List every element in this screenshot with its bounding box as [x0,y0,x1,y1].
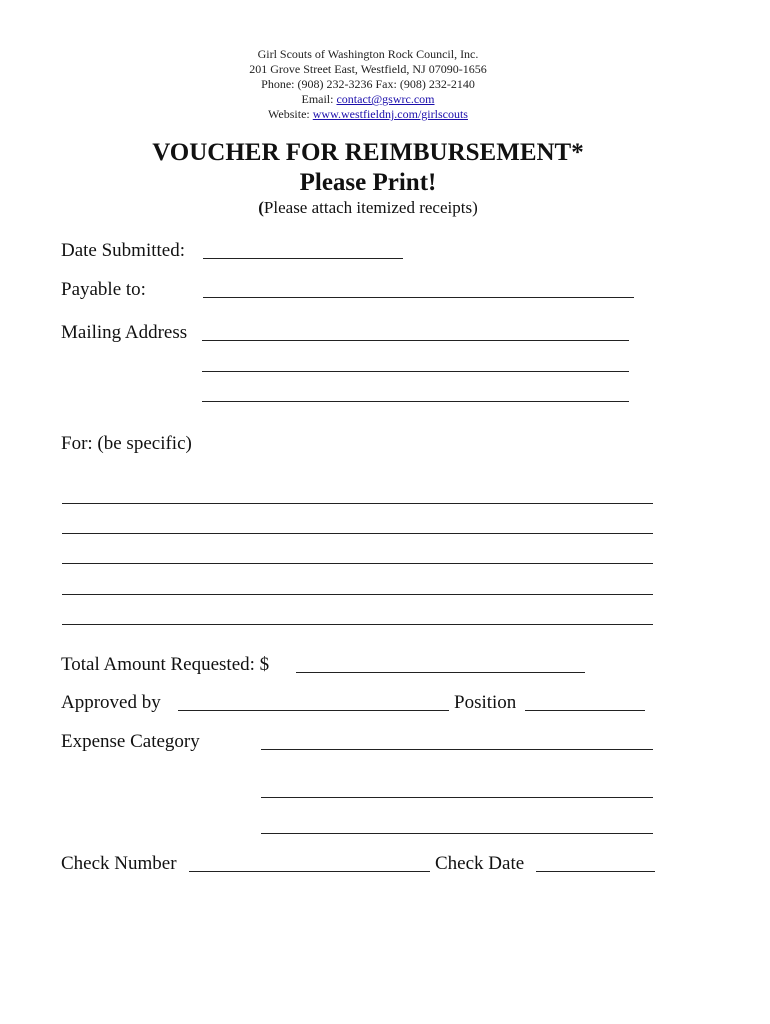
website-link[interactable]: www.westfieldnj.com/girlscouts [312,107,468,121]
total-amount-line[interactable] [296,672,585,673]
for-label: For: (be specific) [61,433,192,454]
email-label: Email: [301,92,337,106]
for-line-1[interactable] [62,503,653,504]
expense-category-label: Expense Category [61,731,200,752]
mailing-address-line-1[interactable] [202,340,629,341]
for-line-3[interactable] [62,563,653,564]
total-amount-label: Total Amount Requested: $ [61,654,270,675]
org-phone-fax: Phone: (908) 232-3236 Fax: (908) 232-2140 [261,77,475,91]
payable-to-label: Payable to: [61,279,146,300]
position-label: Position [454,692,517,713]
receipts-note [0,198,736,218]
expense-category-line-3[interactable] [261,833,653,834]
mailing-address-line-2[interactable] [202,371,629,372]
for-line-4[interactable] [62,594,653,595]
email-link[interactable]: contact@gswrc.com [336,92,435,106]
approved-by-label: Approved by [61,692,161,713]
expense-category-line-2[interactable] [261,797,653,798]
for-line-2[interactable] [62,533,653,534]
org-website-line [0,107,736,122]
approved-by-line[interactable] [178,710,449,711]
org-address: 201 Grove Street East, Westfield, NJ 07090-1656 [249,62,487,76]
website-label: Website: [268,107,313,121]
payable-to-line[interactable] [203,297,634,298]
please-print-heading: Please Print! [299,169,437,196]
expense-category-line-1[interactable] [261,749,653,750]
date-submitted-line[interactable] [203,258,403,259]
for-line-5[interactable] [62,624,653,625]
receipts-note-text: Please attach itemized receipts) [263,198,478,217]
org-email-line [0,92,736,107]
mailing-address-label: Mailing Address [61,322,188,343]
voucher-title: VOUCHER FOR REIMBURSEMENT* [152,139,584,166]
position-line[interactable] [525,710,645,711]
check-date-line[interactable] [536,871,655,872]
mailing-address-line-3[interactable] [202,401,629,402]
org-name: Girl Scouts of Washington Rock Council, Inc. [257,47,479,61]
check-number-label: Check Number [61,853,177,874]
receipts-note-paren: ( [258,198,264,217]
date-submitted-label: Date Submitted: [61,240,186,261]
check-number-line[interactable] [189,871,430,872]
check-date-label: Check Date [435,853,525,874]
